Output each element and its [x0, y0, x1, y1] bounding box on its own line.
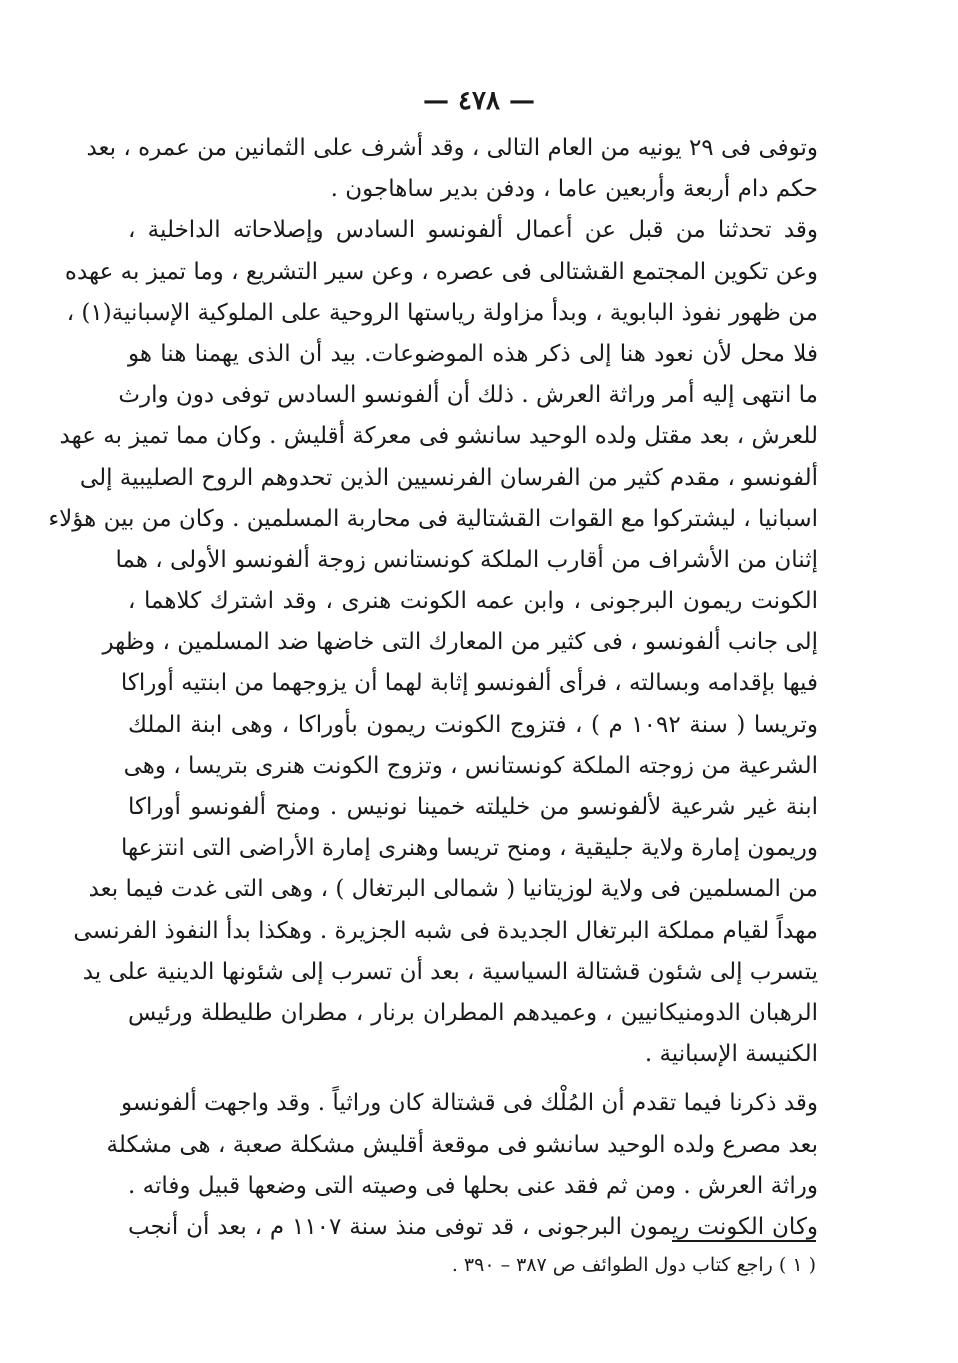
text-line: إلى جانب ألفونسو ، فى كثير من المعارك التى خاضها ضد المسلمين ، وظهر: [102, 629, 818, 656]
paragraph-gap: [128, 1075, 818, 1083]
text-line: من ظهور نفوذ البابوية ، وبدأ مزاولة رياستها الروحية على الملوكية الإسبانية(١) ،: [66, 299, 818, 326]
text-line: للعرش ، بعد مقتل ولده الوحيد سانشو فى معركة أقليش . وكان مما تميز به عهد: [59, 423, 818, 450]
text-line: بعد مصرع ولده الوحيد سانشو فى موقعة أقليش مشكلة صعبة ، هى مشكلة: [106, 1131, 818, 1158]
text-line: ما انتهى إليه أمر وراثة العرش . ذلك أن ألفونسو السادس توفى دون وارث: [118, 382, 818, 409]
text-line: فلا محل لأن نعود هنا إلى ذكر هذه الموضوعات. بيد أن الذى يهمنا هنا هو: [128, 340, 818, 367]
body-text: [48, 128, 818, 1248]
page-number: — ٤٧٨ —: [422, 86, 536, 116]
text-line: فيها بإقدامه وبسالته ، فرأى ألفونسو إثابة لهما أن يزوجهما من ابنتيه أوراكا: [120, 670, 818, 697]
text-line: وقد تحدثنا من قبل عن أعمال ألفونسو السادس وإصلاحاته الداخلية ،: [128, 217, 818, 244]
footnote-divider: [672, 1240, 816, 1242]
text-line: وقد ذكرنا فيما تقدم أن المُلْك فى قشتالة كان وراثياً . وقد واجهت ألفونسو: [121, 1090, 818, 1117]
text-line: وريمون إمارة ولاية جليقية ، ومنح تريسا وهنرى إمارة الأراضى التى انتزعها: [121, 835, 818, 862]
text-line: من المسلمين فى ولاية لوزيتانيا ( شمالى البرتغال ) ، وهى التى غدت فيما بعد: [88, 876, 818, 903]
text-line: مهداً لقيام مملكة البرتغال الجديدة فى شبه الجزيرة . وهكذا بدأ النفوذ الفرنسى: [73, 917, 818, 944]
text-line: ابنة غير شرعية لألفونسو من خليلته خمينا نونيس . ومنح ألفونسو أوراكا: [128, 794, 818, 820]
text-line: حكم دام أربعة وأربعين عاما ، ودفن بدير ساهاجون .: [330, 176, 818, 203]
text-line: الرهبان الدومنيكانيين ، وعميدهم المطران برنار ، مطران طليطلة ورئيس: [128, 999, 818, 1026]
text-line: وتوفى فى ٢٩ يونيه من العام التالى ، وقد أشرف على الثمانين من عمره ، بعد: [86, 135, 818, 161]
text-line: اسبانيا ، ليشتركوا مع القوات القشتالية فى محاربة المسلمين . وكان من بين هؤلاء: [48, 505, 818, 532]
text-line: الكنيسة الإسبانية .: [644, 1041, 818, 1068]
text-line: وتريسا ( سنة ١٠٩٢ م ) ، فتزوج الكونت ريمون بأوراكا ، وهى ابنة الملك: [128, 711, 818, 738]
text-line: الشرعية من زوجته الملكة كونستانس ، وتزوج الكونت هنرى بتريسا ، وهى: [123, 752, 818, 779]
text-line: وراثة العرش . ومن ثم فقد عنى بحلها فى وصيته التى وضعها قبيل وفاته .: [128, 1172, 818, 1199]
footnote: ( ١ ) راجع كتاب دول الطوائف ص ٣٨٧ – ٣٩٠ .: [451, 1254, 816, 1276]
text-line: يتسرب إلى شئون قشتالة السياسية ، بعد أن تسرب إلى شئونها الدينية على يد: [82, 958, 818, 985]
text-line: وعن تكوين المجتمع القشتالى فى عصره ، وعن سير التشريع ، وما تميز به عهده: [64, 258, 818, 285]
text-line: وكان الكونت ريمون البرجونى ، قد توفى منذ سنة ١١٠٧ م ، بعد أن أنجب: [128, 1213, 818, 1240]
text-line: الكونت ريمون البرجونى ، وابن عمه الكونت هنرى ، وقد اشترك كلاهما ،: [128, 588, 818, 615]
text-line: ألفونسو ، مقدم كثير من الفرسان الفرنسيين الذين تحدوهم الروح الصليبية إلى: [79, 464, 818, 491]
text-line: إثنان من الأشراف من أقارب الملكة كونستانس زوجة ألفونسو الأولى ، هما: [115, 546, 818, 573]
